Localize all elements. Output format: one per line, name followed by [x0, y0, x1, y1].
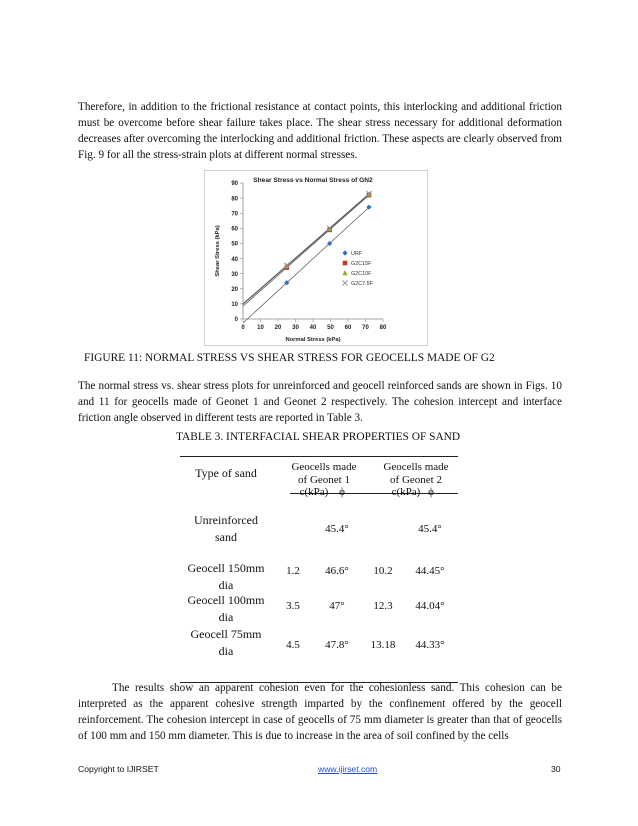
- row-label-line1: Geocell 150mm: [187, 561, 265, 575]
- cell-phi-geonet1: 47°: [329, 600, 345, 612]
- table-header-geonet1-line1: Geocells made: [291, 461, 357, 473]
- shear-stress-chart: [204, 170, 428, 346]
- trendline-g2c7.5f: [243, 194, 369, 304]
- y-axis-label: Shear Stress (kPa): [215, 225, 221, 277]
- legend-marker-g2c7.5f: [342, 280, 347, 285]
- table-row: [180, 512, 272, 546]
- legend-label-urf: URF: [351, 251, 363, 257]
- cell-c-geonet1: 4.5: [286, 639, 300, 651]
- cell-c-geonet2: 12.3: [373, 600, 393, 612]
- legend-label-g2c15f: G2C15F: [351, 261, 372, 267]
- y-tick-label: 60: [231, 226, 238, 233]
- row-label-line2: dia: [218, 578, 234, 592]
- y-tick-label: 90: [231, 181, 238, 188]
- table-header-geonet2-line1: Geocells made: [383, 461, 449, 473]
- x-tick-label: 10: [257, 325, 264, 331]
- cell-c-geonet2: 10.2: [373, 565, 393, 577]
- x-tick-label: 30: [292, 325, 299, 331]
- x-tick-label: 70: [362, 325, 369, 331]
- cell-c-geonet2: 13.18: [370, 639, 396, 651]
- conclusion-paragraph: The results show an apparent cohesion even for the cohesionless sand. This cohesion can be interpreted as the apparent cohesive strength imparted by the confinement offered by the geocell reinforcement. The cohesion intercept in case of geocells of 75 mm diameter is greater than that of geocells of 100 mm and 150 mm diameter. This is due to increase in the area of soil confined by the cells: [78, 682, 562, 742]
- legend-marker-g2c15f: [343, 261, 348, 266]
- legend-marker-g2c10f: [342, 270, 347, 275]
- cell-phi-geonet1: 45.4°: [325, 523, 349, 535]
- row-label-line2: dia: [218, 644, 234, 658]
- cell-phi-geonet1: 47.8°: [325, 639, 349, 651]
- row-label-line1: Unreinforced: [194, 513, 258, 527]
- row-label-line2: dia: [218, 610, 234, 624]
- cell-phi-geonet1: 46.6°: [325, 565, 349, 577]
- table-top-rule: [180, 456, 458, 457]
- y-tick-label: 0: [234, 317, 238, 324]
- table-row: [180, 592, 272, 626]
- x-tick-label: 0: [241, 325, 245, 331]
- cell-phi-geonet2: 44.45°: [415, 565, 445, 577]
- footer-website-link[interactable]: www.ijirset.com: [318, 764, 378, 774]
- footer-copyright: Copyright to IJIRSET: [78, 764, 159, 774]
- y-tick-label: 50: [231, 241, 238, 248]
- table-header-type: Type of sand: [195, 466, 257, 480]
- chart-title: Shear Stress vs Normal Stress of GN2: [253, 177, 373, 184]
- x-tick-label: 20: [274, 325, 282, 331]
- table-caption: TABLE 3. INTERFACIAL SHEAR PROPERTIES OF SAND: [176, 431, 461, 443]
- legend-marker-urf: [342, 250, 347, 255]
- table-subheader-phi-geonet2: ϕ: [428, 486, 434, 498]
- intro-paragraph: Therefore, in addition to the frictional resistance at contact points, this interlocking and additional friction must be overcome before shear failure takes place. The shear stress necessary for additional deformation decreases after overcoming the interlocking and additional friction. These aspects are clearly observed from Fig. 9 for all the stress-strain plots at different normal stresses.: [78, 101, 562, 161]
- x-tick-label: 60: [344, 325, 352, 331]
- legend-label-g2c10f: G2C10F: [351, 271, 372, 277]
- x-axis-label: Normal Stress (kPa): [285, 337, 341, 343]
- chart-svg: [205, 171, 427, 345]
- table-header-geonet2-line2: of Geonet 2: [390, 474, 442, 486]
- table-subheader-phi-geonet1: ϕ: [339, 486, 345, 498]
- y-tick-label: 30: [231, 271, 238, 278]
- cell-phi-geonet2: 45.4°: [418, 523, 442, 535]
- footer-page-number: 30: [551, 764, 561, 774]
- table-subheader-c-geonet1: c(kPa): [299, 486, 329, 498]
- y-tick-label: 20: [231, 286, 238, 293]
- cell-c-geonet1: 3.5: [286, 600, 300, 612]
- x-tick-label: 40: [309, 325, 317, 331]
- y-tick-label: 10: [231, 302, 238, 309]
- row-label-line1: Geocell 100mm: [187, 593, 265, 607]
- table-subheader-c-geonet2: c(kPa): [391, 486, 421, 498]
- cell-phi-geonet2: 44.04°: [415, 600, 445, 612]
- figure-caption: FIGURE 11: NORMAL STRESS VS SHEAR STRESS FOR GEOCELLS MADE OF G2: [84, 352, 495, 364]
- table-row: [180, 560, 272, 594]
- row-label-line2: sand: [215, 530, 237, 544]
- y-tick-label: 80: [231, 196, 238, 203]
- after-figure-paragraph: The normal stress vs. shear stress plots for unreinforced and geocell reinforced sands are shown in Figs. 10 and 11 for geocells made of Geonet 1 and Geonet 2 respectively. The cohesion intercept and interface friction angle observed in different tests are reported in Table 3.: [78, 380, 562, 424]
- y-tick-label: 70: [231, 211, 238, 218]
- x-tick-label: 80: [379, 325, 387, 331]
- cell-c-geonet1: 1.2: [286, 565, 300, 577]
- y-tick-label: 40: [231, 256, 238, 263]
- table-header-geonet1-line2: of Geonet 1: [298, 474, 350, 486]
- row-label-line1: Geocell 75mm: [190, 627, 262, 641]
- table-row: [180, 626, 272, 660]
- legend-label-g2c7.5f: G2C7.5F: [351, 281, 373, 287]
- trendline-g2c10f: [243, 194, 369, 304]
- cell-phi-geonet2: 44.33°: [415, 639, 445, 651]
- x-tick-label: 50: [327, 325, 334, 331]
